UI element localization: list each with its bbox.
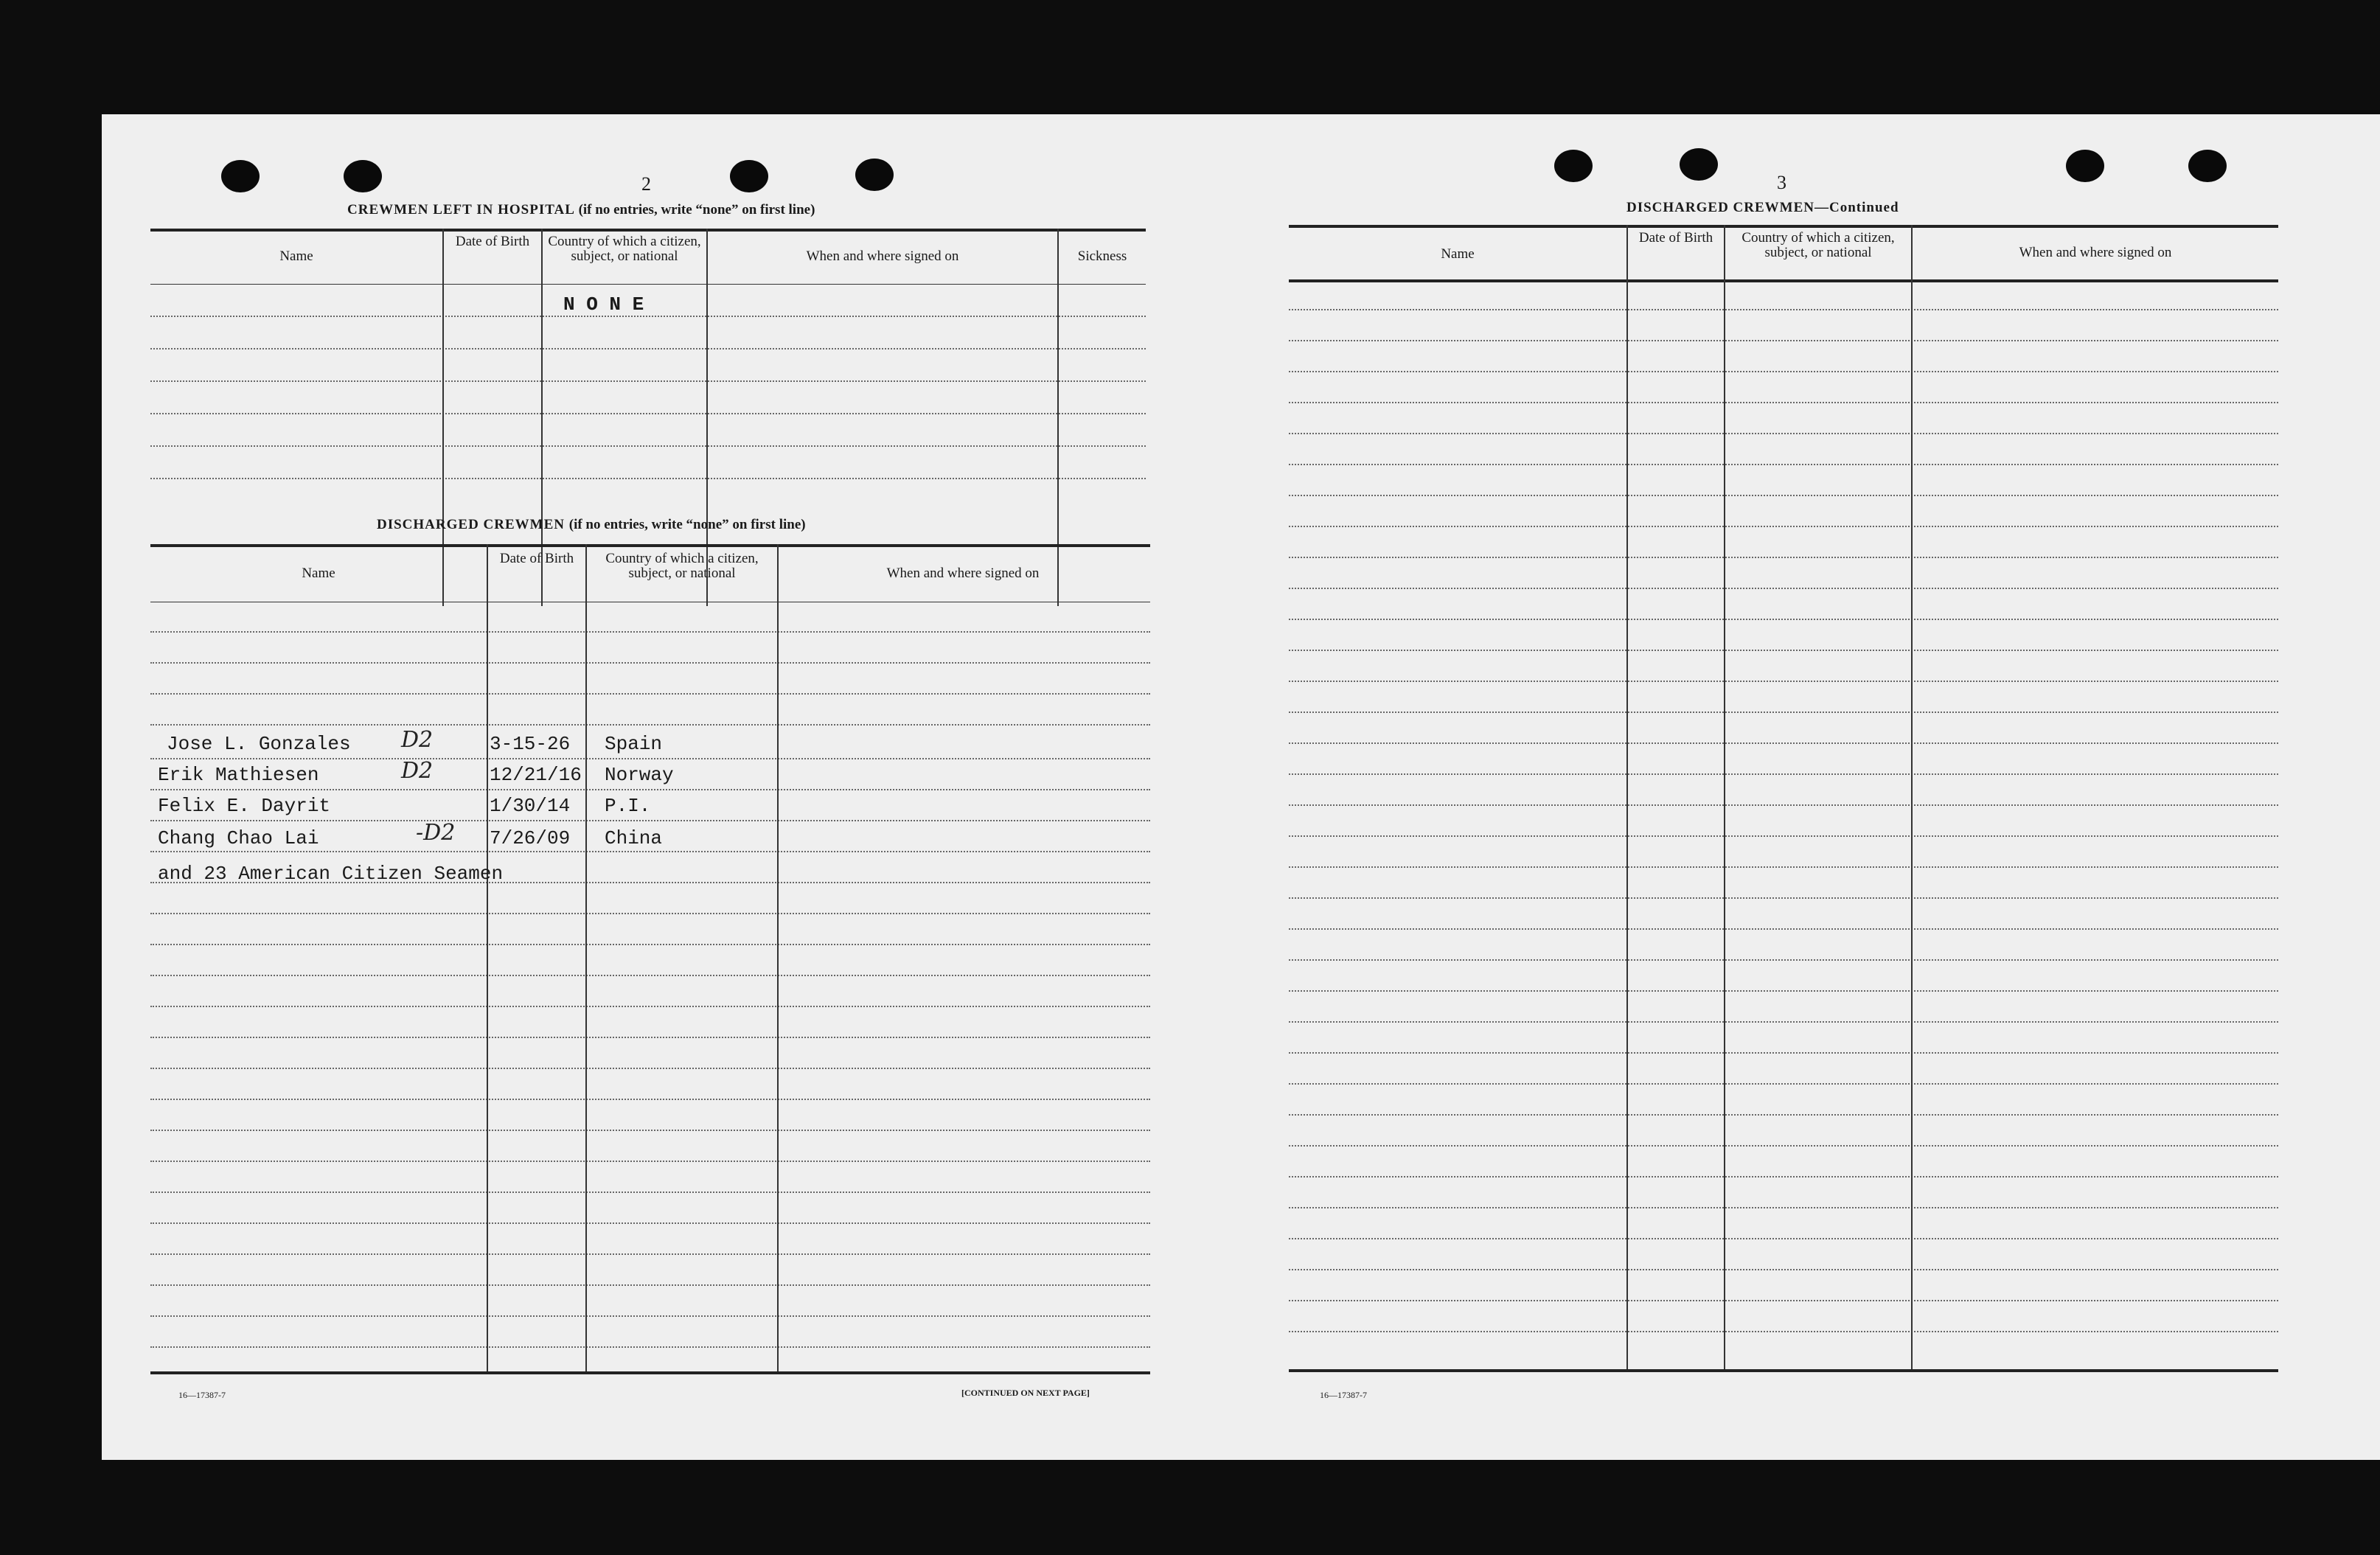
punch-hole: [1554, 150, 1593, 182]
crew-name: Chang Chao Lai: [158, 827, 319, 849]
punch-hole: [1680, 148, 1718, 181]
crew-name: Jose L. Gonzales: [167, 733, 351, 755]
discharged-header-dob: Date of Birth: [499, 551, 574, 566]
discharged-header-name: Name: [302, 566, 335, 581]
discharged-table: [150, 544, 1150, 1377]
document-sheet: [102, 114, 2380, 1460]
hospital-header-sickness: Sickness: [1077, 248, 1127, 264]
crew-country: Spain: [605, 733, 663, 755]
form-number-right: 16—17387-7: [1320, 1390, 1367, 1400]
continued-table: [1289, 225, 2278, 1382]
continued-section-title: DISCHARGED CREWMEN—Continued: [1626, 200, 1899, 215]
crew-dob: 1/30/14: [490, 795, 571, 817]
continued-header-dob: Date of Birth: [1638, 230, 1713, 246]
crew-dob: 7/26/09: [490, 827, 571, 849]
discharged-instruction: (if no entries, write “none” on first line): [568, 517, 806, 532]
hospital-instruction: (if no entries, write “none” on first line): [578, 202, 815, 218]
page-number-left: 2: [641, 173, 651, 195]
punch-hole: [855, 159, 894, 191]
discharged-section-title: [377, 517, 806, 533]
page-number-right: 3: [1777, 172, 1786, 193]
crew-name: Erik Mathiesen: [158, 764, 319, 786]
crew-note: and 23 American Citizen Seamen: [158, 863, 504, 885]
continued-header-signed: When and where signed on: [2019, 245, 2172, 260]
hospital-title-text: CREWMEN LEFT IN HOSPITAL: [347, 202, 574, 218]
hospital-header-name: Name: [279, 248, 313, 264]
punch-hole: [221, 160, 260, 192]
crew-mark: D2: [401, 758, 434, 784]
continued-header-country: Country of which a citizen, subject, or national: [1741, 230, 1895, 260]
continued-note: [CONTINUED ON NEXT PAGE]: [961, 1388, 1090, 1398]
hospital-section-title: [347, 202, 815, 218]
hospital-header-dob: Date of Birth: [455, 234, 530, 249]
hospital-entry-none: N O N E: [563, 293, 644, 316]
crew-mark: -D2: [416, 820, 456, 846]
discharged-title-text: DISCHARGED CREWMEN: [377, 517, 565, 532]
punch-hole: [2066, 150, 2104, 182]
crew-dob: 3-15-26: [490, 733, 571, 755]
punch-hole: [344, 160, 382, 192]
crew-country: P.I.: [605, 795, 651, 817]
discharged-header-country: Country of which a citizen, subject, or national: [605, 551, 759, 581]
form-number-left: 16—17387-7: [178, 1390, 226, 1400]
punch-hole: [730, 160, 768, 192]
hospital-header-country: Country of which a citizen, subject, or national: [548, 234, 701, 264]
continued-header-name: Name: [1441, 246, 1475, 262]
crew-dob: 12/21/16: [490, 764, 582, 786]
discharged-header-signed: When and where signed on: [886, 566, 1040, 581]
hospital-header-signed: When and where signed on: [806, 248, 959, 264]
crew-mark: D2: [401, 727, 434, 753]
crew-country: Norway: [605, 764, 674, 786]
crew-country: China: [605, 827, 663, 849]
crew-name: Felix E. Dayrit: [158, 795, 331, 817]
punch-hole: [2188, 150, 2227, 182]
